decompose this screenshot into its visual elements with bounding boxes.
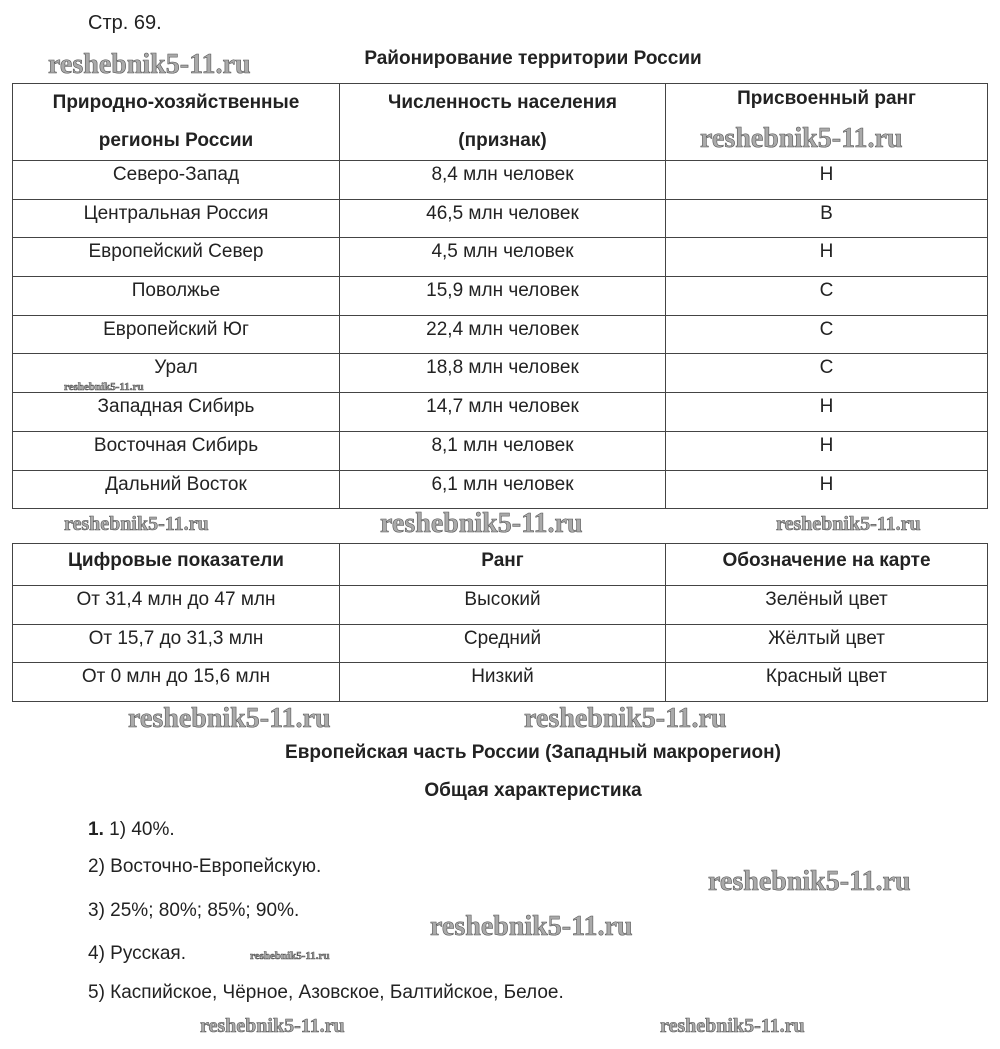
answer-item: 2) Восточно-Европейскую.: [88, 856, 322, 877]
ranks-table: [12, 543, 988, 702]
subsection-title: Общая характеристика: [424, 780, 642, 801]
table-cell: Высокий: [340, 586, 666, 625]
watermark: reshebnik5-11.ru: [660, 1015, 805, 1037]
table-row: [13, 586, 988, 625]
watermark: reshebnik5-11.ru: [430, 911, 633, 942]
watermark: reshebnik5-11.ru: [128, 703, 331, 734]
table-row: [13, 470, 988, 509]
table-cell: От 0 млн до 15,6 млн: [13, 663, 340, 702]
answer-number: 1.: [88, 819, 104, 840]
table-cell: Жёлтый цвет: [666, 624, 988, 663]
table-row: [13, 663, 988, 702]
table-cell: Средний: [340, 624, 666, 663]
table-row: [13, 624, 988, 663]
table-cell: Н: [666, 431, 988, 470]
table-cell: Поволжье: [13, 277, 340, 316]
table-cell: 6,1 млн человек: [340, 470, 666, 509]
answer-item: 1) 40%.: [109, 819, 175, 840]
table-cell: Европейский Юг: [13, 315, 340, 354]
answer-item: 5) Каспийское, Чёрное, Азовское, Балтийское, Белое.: [88, 982, 564, 1003]
table-cell: Н: [666, 393, 988, 432]
answer-item: 4) Русская.: [88, 943, 186, 964]
header-cell: Цифровые показатели: [13, 544, 340, 586]
header-cell: Ранг: [340, 544, 666, 586]
table-cell: С: [666, 277, 988, 316]
table-cell: От 31,4 млн до 47 млн: [13, 586, 340, 625]
table-cell: С: [666, 315, 988, 354]
table-row: [13, 354, 988, 393]
header-line: регионы России: [98, 130, 254, 151]
table-row: [13, 431, 988, 470]
table-cell: 46,5 млн человек: [340, 199, 666, 238]
header-cell: [13, 84, 340, 161]
table-row: [13, 199, 988, 238]
table-cell: 8,4 млн человек: [340, 161, 666, 200]
watermark: reshebnik5-11.ru: [708, 866, 911, 897]
table1-title: Районирование территории России: [364, 48, 702, 69]
watermark: reshebnik5-11.ru: [250, 950, 330, 962]
table-cell: 22,4 млн человек: [340, 315, 666, 354]
table-cell: Н: [666, 238, 988, 277]
page-reference: Стр. 69.: [88, 12, 162, 34]
header-cell: [340, 84, 666, 161]
answer-1: [88, 819, 175, 841]
watermark: reshebnik5-11.ru: [64, 381, 144, 393]
header-line: (признак): [458, 130, 547, 151]
table-cell: От 15,7 до 31,3 млн: [13, 624, 340, 663]
table-cell: 18,8 млн человек: [340, 354, 666, 393]
table-header-row: [13, 544, 988, 586]
watermark: reshebnik5-11.ru: [524, 703, 727, 734]
table-cell: 8,1 млн человек: [340, 431, 666, 470]
table-row: [13, 393, 988, 432]
table-cell: Н: [666, 161, 988, 200]
table-cell: Европейский Север: [13, 238, 340, 277]
watermark: reshebnik5-11.ru: [380, 508, 583, 539]
table-cell: 14,7 млн человек: [340, 393, 666, 432]
table-row: [13, 161, 988, 200]
header-line: Численность населения: [388, 92, 617, 113]
table-cell: Западная Сибирь: [13, 393, 340, 432]
header-cell: Присвоенный ранг: [666, 84, 988, 161]
table-cell: 4,5 млн человек: [340, 238, 666, 277]
table-cell: Дальний Восток: [13, 470, 340, 509]
table-row: [13, 315, 988, 354]
table-row: [13, 277, 988, 316]
table-cell: С: [666, 354, 988, 393]
watermark: reshebnik5-11.ru: [48, 49, 251, 80]
table-cell: Низкий: [340, 663, 666, 702]
table-cell: 15,9 млн человек: [340, 277, 666, 316]
table-cell: Урал: [13, 354, 340, 393]
table-cell: Красный цвет: [666, 663, 988, 702]
header-cell: Обозначение на карте: [666, 544, 988, 586]
watermark: reshebnik5-11.ru: [776, 513, 921, 535]
watermark: reshebnik5-11.ru: [200, 1015, 345, 1037]
watermark: reshebnik5-11.ru: [700, 123, 903, 154]
table-row: [13, 238, 988, 277]
table-cell: Центральная Россия: [13, 199, 340, 238]
table-cell: Н: [666, 470, 988, 509]
table-cell: Зелёный цвет: [666, 586, 988, 625]
table-cell: Северо-Запад: [13, 161, 340, 200]
answer-item: 3) 25%; 80%; 85%; 90%.: [88, 900, 300, 921]
section-title: Европейская часть России (Западный макрорегион): [285, 742, 781, 763]
watermark: reshebnik5-11.ru: [64, 513, 209, 535]
table-cell: В: [666, 199, 988, 238]
header-line: Природно-хозяйственные: [52, 92, 300, 113]
table-cell: Восточная Сибирь: [13, 431, 340, 470]
